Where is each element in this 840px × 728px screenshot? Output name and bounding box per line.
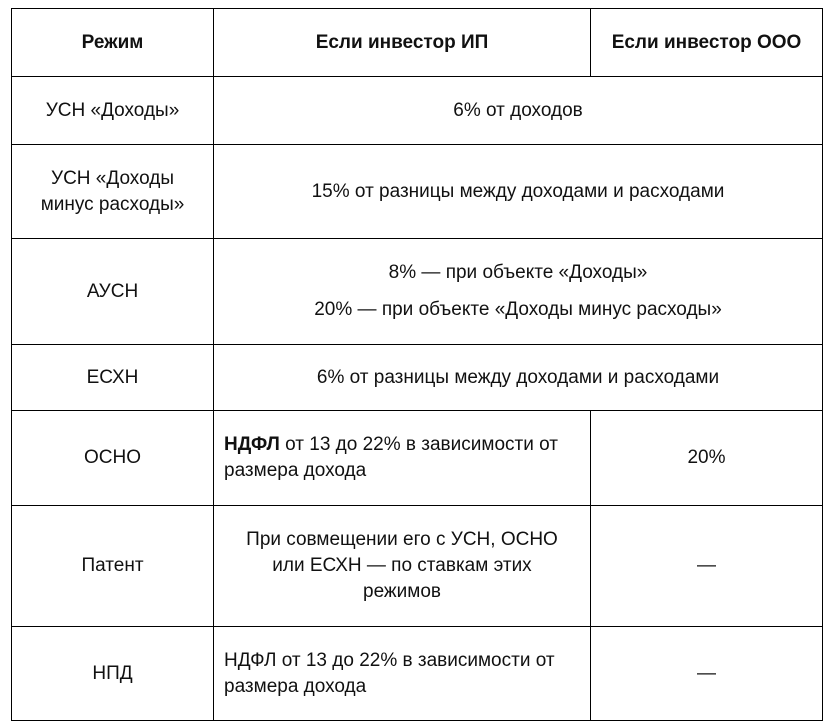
ausn-line-1: 8% — при объекте «Доходы»: [388, 262, 648, 283]
mode-line-2: минус расходы»: [40, 193, 185, 215]
cell-ip-osno: [214, 411, 591, 506]
header-row: [12, 9, 823, 77]
mode-line-1: УСН «Доходы: [51, 167, 174, 189]
table-row-patent: [12, 506, 823, 627]
cell-rate-usn-income: 6% от доходов: [214, 77, 823, 145]
cell-rate-usn-income-minus: 15% от разницы между доходами и расходами: [214, 145, 823, 239]
table-row-eshn: [12, 345, 823, 411]
cell-ip-npd: [214, 627, 591, 721]
cell-rate-eshn: 6% от разницы между доходами и расходами: [214, 345, 823, 411]
cell-mode-usn-income-minus: [12, 145, 214, 239]
cell-mode-eshn: ЕСХН: [12, 345, 214, 411]
osno-ip-text-1: от 13 до 22% в зависимости от: [279, 434, 558, 455]
table-row-npd: [12, 627, 823, 721]
npd-ip-line-2: размера дохода: [224, 675, 367, 697]
table-row-usn-income-minus: [12, 145, 823, 239]
cell-ip-patent: [214, 506, 591, 627]
npd-ip-line-1: НДФЛ от 13 до 22% в зависимости от: [224, 649, 555, 671]
ndfl-bold: НДФЛ: [224, 434, 280, 455]
cell-mode-ausn: АУСН: [12, 239, 214, 345]
table-row-ausn: [12, 239, 823, 345]
patent-ip-line-1: При совмещении его с УСН, ОСНО: [246, 529, 558, 550]
cell-ooo-osno: 20%: [591, 411, 823, 506]
header-mode: Режим: [12, 9, 214, 77]
table-row-osno: [12, 411, 823, 506]
tax-regimes-table: [11, 8, 823, 721]
patent-ip-line-2: или ЕСХН — по ставкам этих: [272, 555, 532, 576]
cell-rate-ausn: [214, 239, 823, 345]
cell-mode-usn-income: УСН «Доходы»: [12, 77, 214, 145]
cell-mode-osno: ОСНО: [12, 411, 214, 506]
header-ooo: Если инвестор ООО: [591, 9, 823, 77]
osno-ip-text-2: размера дохода: [224, 460, 367, 481]
patent-ip-line-3: режимов: [363, 581, 441, 602]
cell-mode-patent: Патент: [12, 506, 214, 627]
ausn-line-2: 20% — при объекте «Доходы минус расходы»: [314, 299, 722, 320]
cell-mode-npd: НПД: [12, 627, 214, 721]
cell-ooo-patent: —: [591, 506, 823, 627]
header-ip: Если инвестор ИП: [214, 9, 591, 77]
cell-ooo-npd: —: [591, 627, 823, 721]
table-row-usn-income: [12, 77, 823, 145]
